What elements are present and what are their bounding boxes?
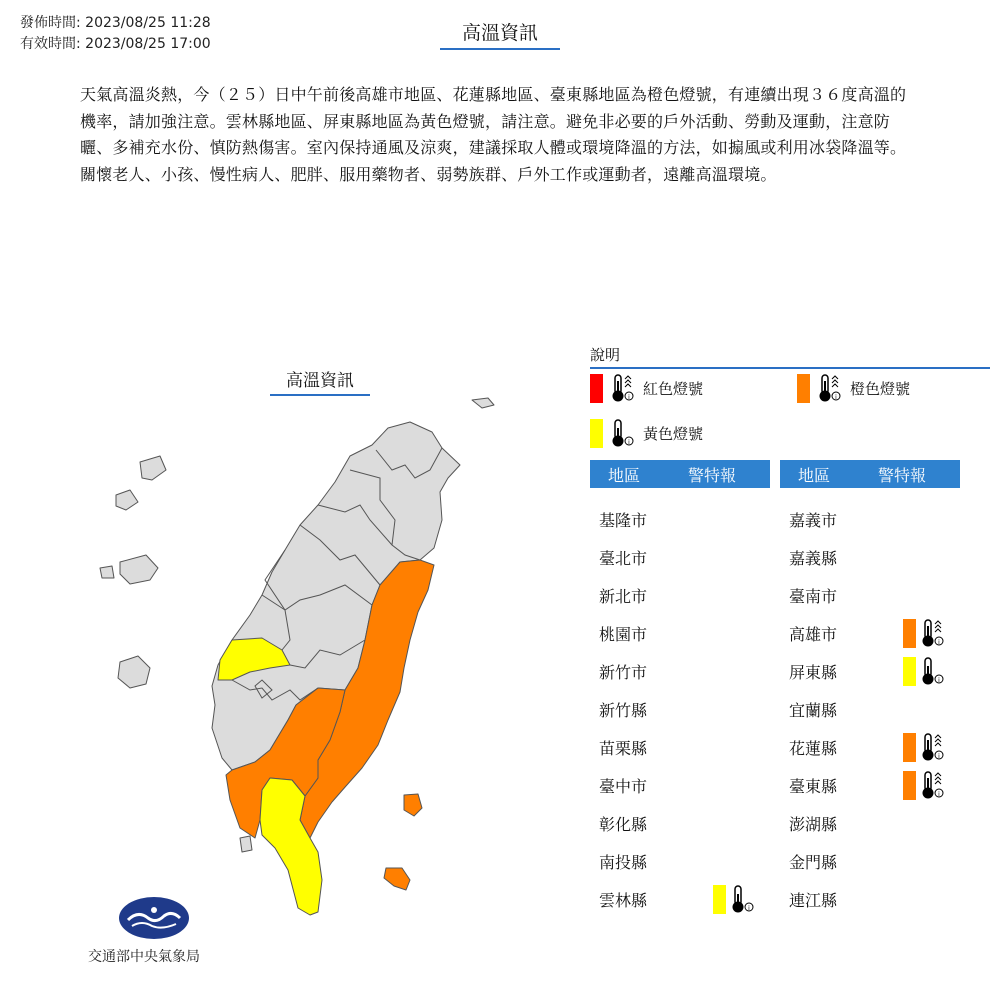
warning-indicator (903, 618, 947, 648)
region-name: 彰化縣 (599, 814, 648, 834)
thermometer-icon (729, 884, 757, 914)
map-island-penghu-a (140, 456, 166, 480)
table-row (599, 576, 679, 614)
map-island-orchid (384, 868, 410, 890)
region-name: 宜蘭縣 (789, 700, 838, 720)
table-row (599, 804, 679, 842)
table-row (789, 728, 947, 766)
table-row (789, 766, 947, 804)
svg-text:i: i (938, 639, 940, 646)
region-name: 雲林縣 (599, 890, 648, 910)
table-row (599, 614, 679, 652)
table-row (789, 842, 869, 880)
legend-label-yellow: 黃色燈號 (643, 424, 704, 443)
table-row (599, 880, 757, 918)
region-name: 臺北市 (599, 548, 648, 568)
svg-text:i: i (938, 753, 940, 760)
legend-title: 說明 (590, 344, 990, 369)
region-name: 金門縣 (789, 852, 838, 872)
issue-time-value: 2023/08/25 11:28 (85, 15, 211, 31)
column-header-warning: 警特報 (688, 465, 737, 485)
region-name: 臺東縣 (789, 776, 838, 796)
map-island-penghu-b (116, 490, 138, 510)
region-name: 臺中市 (599, 776, 648, 796)
table-row (599, 766, 679, 804)
legend-label-red: 紅色燈號 (643, 379, 704, 398)
table-row (599, 728, 679, 766)
table-row (789, 576, 869, 614)
valid-time-label: 有效時間: (20, 36, 81, 52)
table-row (599, 538, 679, 576)
thermometer-icon (609, 418, 637, 448)
map-title: 高溫資訊 (270, 366, 370, 396)
region-name: 桃園市 (599, 624, 648, 644)
map-island-green (404, 794, 422, 816)
table-header-right (780, 460, 960, 488)
map-island-penghu-c (120, 555, 158, 584)
orange-level-bar (903, 619, 916, 648)
region-name: 高雄市 (789, 624, 838, 644)
map-island-penghu-e (118, 656, 150, 688)
column-header-region: 地區 (608, 465, 641, 485)
svg-text:i: i (628, 439, 630, 446)
thermometer-icon (919, 656, 947, 686)
yellow-level-bar (713, 885, 726, 914)
orange-level-bar (903, 733, 916, 762)
region-name: 南投縣 (599, 852, 648, 872)
region-name: 嘉義市 (789, 510, 838, 530)
yellow-level-bar (903, 657, 916, 686)
region-name: 花蓮縣 (789, 738, 838, 758)
region-name: 澎湖縣 (789, 814, 838, 834)
cwb-logo (118, 896, 190, 940)
description-text: 天氣高溫炎熱，今（２５）日中午前後高雄市地區、花蓮縣地區、臺東縣地區為橙色燈號，有連續出現３６度高溫的機率，請加強注意。雲林縣地區、屏東縣地區為黃色燈號，請注意。避免非必要的戶外活動、勞動及運動，注意防曬、多補充水份、慎防熱傷害。室內保持通風及涼爽，建議採取人體或環境降溫的方法，如搧風或利用冰袋降溫等。關懷老人、小孩、慢性病人、肥胖、服用藥物者、弱勢族群、戶外工作或運動者，遠離高溫環境。 (80, 85, 907, 184)
table-row (789, 652, 947, 690)
region-name: 新北市 (599, 586, 648, 606)
taiwan-map (0, 380, 560, 940)
legend-item-yellow (590, 418, 703, 448)
region-name: 臺南市 (789, 586, 838, 606)
table-row (599, 652, 679, 690)
region-name: 連江縣 (789, 890, 838, 910)
warning-indicator (903, 732, 947, 762)
thermometer-high-icon (919, 770, 947, 800)
thermometer-high-icon (609, 373, 637, 403)
legend-item-red (590, 373, 703, 403)
table-row (789, 690, 869, 728)
legend-item-orange (797, 373, 910, 403)
valid-time-value: 2023/08/25 17:00 (85, 36, 211, 52)
region-name: 苗栗縣 (599, 738, 648, 758)
legend-swatch (797, 374, 810, 403)
table-header-left (590, 460, 770, 488)
svg-text:i: i (628, 394, 630, 401)
svg-text:i: i (835, 394, 837, 401)
region-name: 新竹市 (599, 662, 648, 682)
table-row (789, 614, 947, 652)
svg-text:i: i (938, 791, 940, 798)
region-name: 新竹縣 (599, 700, 648, 720)
agency-name: 交通部中央氣象局 (88, 949, 200, 965)
table-row (789, 538, 869, 576)
warning-indicator (903, 770, 947, 800)
column-header-region: 地區 (798, 465, 831, 485)
region-name: 嘉義縣 (789, 548, 838, 568)
table-row (789, 880, 869, 918)
map-island-liuqiu (240, 836, 252, 852)
thermometer-high-icon (919, 618, 947, 648)
map-island-northeast (472, 398, 494, 408)
valid-time-line (20, 35, 211, 53)
issue-time-line (20, 14, 211, 32)
region-name: 屏東縣 (789, 662, 838, 682)
table-row (599, 842, 679, 880)
legend-swatch (590, 374, 603, 403)
map-island-penghu-d (100, 566, 114, 578)
issue-time-label: 發佈時間: (20, 15, 81, 31)
table-row (789, 500, 869, 538)
svg-text:i: i (748, 905, 750, 912)
legend-label-orange: 橙色燈號 (850, 379, 911, 398)
warning-indicator (713, 884, 757, 914)
region-name: 基隆市 (599, 510, 648, 530)
legend-swatch (590, 419, 603, 448)
column-header-warning: 警特報 (878, 465, 927, 485)
table-row (789, 804, 869, 842)
thermometer-high-icon (919, 732, 947, 762)
table-row (599, 500, 679, 538)
orange-level-bar (903, 771, 916, 800)
page-title: 高溫資訊 (440, 18, 560, 50)
table-row (599, 690, 679, 728)
svg-text:i: i (938, 677, 940, 684)
warning-indicator (903, 656, 947, 686)
thermometer-high-icon (816, 373, 844, 403)
